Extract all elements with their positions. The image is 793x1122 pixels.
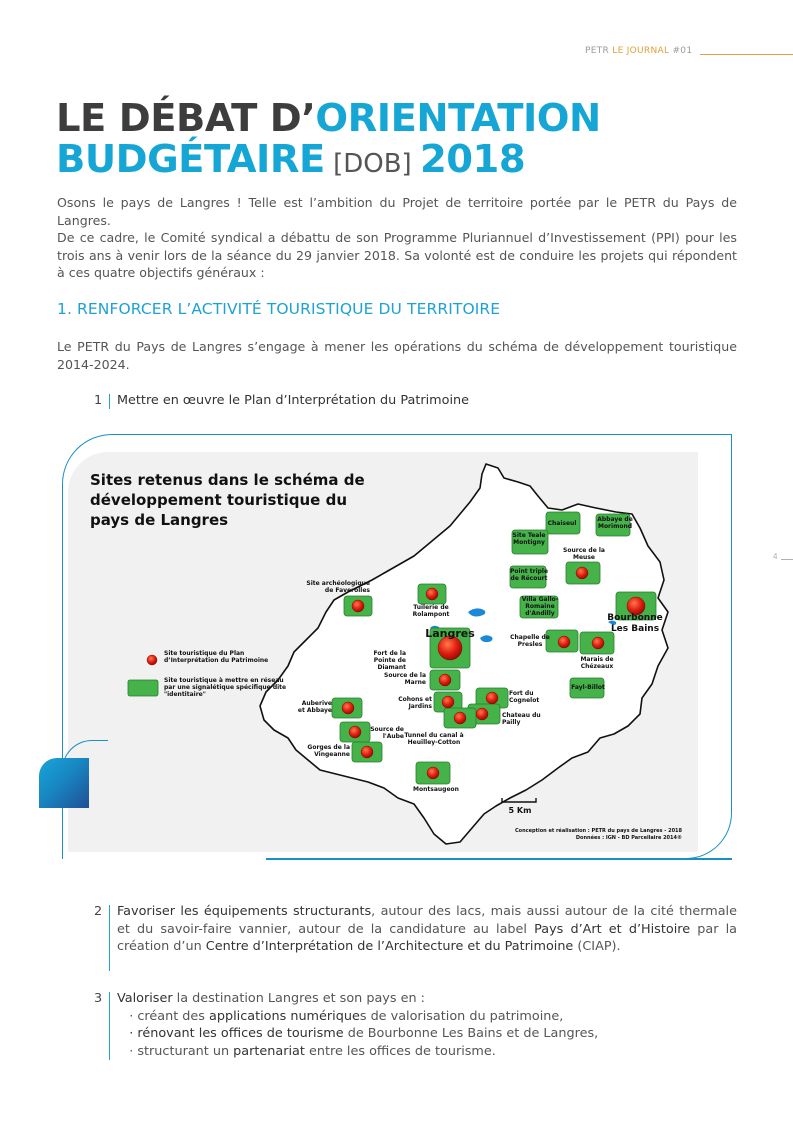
site-dot-presles — [558, 636, 570, 648]
label-montsaugeon: Montsaugeon — [413, 786, 459, 793]
label-auberive: Auberive et Abbaye — [297, 700, 332, 714]
label-morimond: Abbaye de Morimond — [597, 516, 633, 530]
header-rule — [700, 54, 793, 55]
site-dot-cohons — [442, 696, 454, 708]
site-dot-faverolles — [352, 600, 364, 612]
map-credit-2: Données : IGN - BD Parcellaire 2014® — [575, 835, 682, 841]
site-dot-chezeaux — [592, 637, 604, 649]
site-dot-auberive — [342, 702, 354, 714]
legend-box-label: Site touristique à mettre en réseau par une signalétique spécifique dite "identitaire" — [164, 677, 287, 698]
title-line1-dark: LE DÉBAT D’ — [56, 96, 316, 141]
section-title: 1. RENFORCER L’ACTIVITÉ TOURISTIQUE DU TERRITOIRE — [57, 300, 501, 318]
page-number-rule — [781, 559, 793, 560]
label-pailly: Chateau du Pailly — [502, 712, 541, 726]
site-dot-marne — [439, 674, 451, 686]
label-teale: Site Teale Montigny — [512, 532, 546, 546]
label-chaiseul: Chaiseul — [547, 520, 577, 527]
intro-paragraph-2: De ce cadre, le Comité syndical a débattu de son Programme Pluriannuel d’Investissement (PPI) pour les trois ans à venir lors de la séance du 29 janvier 2018. Sa volonté est de conduire les projets qui répondent à ces quatre objectifs généraux : — [57, 230, 737, 280]
site-dot-aube — [349, 726, 361, 738]
intro-paragraph-1: Osons le pays de Langres ! Telle est l’ambition du Projet de territoire portée par le PETR du Pays de Langres. — [57, 195, 737, 228]
label-tunnel: Tunnel du canal à Heuilley-Cotton — [404, 732, 464, 746]
label-diamant: Fort de la Pointe de Diamant — [373, 650, 406, 671]
map-credit-1: Conception et réalisation : PETR du pays de Langres - 2018 — [515, 828, 682, 834]
objective-item-2 — [94, 903, 739, 973]
title-year: 2018 — [419, 137, 526, 182]
item-bar — [109, 992, 110, 1060]
label-andilly: Villa Gallo-Romaine d'Andilly — [521, 596, 559, 617]
map-title: Sites retenus dans le schéma de développement touristique du pays de Langres — [90, 471, 365, 529]
site-dot-vingeanne — [361, 746, 373, 758]
item-text: Mettre en œuvre le Plan d’Interprétation du Patrimoine — [117, 393, 470, 408]
site-dot-tunnel — [454, 712, 466, 724]
legend-box — [128, 680, 158, 696]
label-aube: Source de l'Aube — [370, 726, 404, 740]
item-number: 1 — [94, 393, 103, 408]
label-vingeanne: Gorges de la Vingeanne — [307, 744, 350, 758]
running-header — [585, 46, 692, 56]
label-faverolles: Site archéologique de Faverolles — [306, 580, 370, 594]
item-number: 2 — [94, 904, 103, 919]
label-rolampont: Tuilerie de Rolampont — [412, 604, 450, 618]
item-bar — [109, 394, 110, 409]
header-issue: #01 — [672, 46, 693, 56]
site-dot-rolampont — [426, 588, 438, 600]
page-number: 4 — [773, 552, 778, 561]
label-cohons: Cohons et Jardins — [398, 696, 432, 710]
label-presles: Chapelle de Presles — [510, 634, 550, 648]
page-title — [56, 98, 601, 185]
site-dot-cognelot — [486, 692, 498, 704]
label-bourbonne: Bourbonne Les Bains — [607, 613, 663, 634]
title-line2-blue: BUDGÉTAIRE — [56, 137, 325, 182]
intro-text — [57, 194, 737, 282]
header-journal: LE JOURNAL — [612, 46, 670, 56]
label-meuse: Source de la Meuse — [563, 547, 605, 561]
item-number: 3 — [94, 991, 103, 1006]
section-intro: Le PETR du Pays de Langres s’engage à mener les opérations du schéma de développement touristique 2014-2024. — [57, 339, 737, 372]
title-line1-blue: ORIENTATION — [315, 96, 601, 141]
scale-label: 5 Km — [508, 806, 532, 815]
label-chezeaux: Marais de Chézeaux — [580, 656, 614, 670]
legend-dot-label: Site touristique du Plan d’Interprétation du Patrimoine — [164, 650, 269, 664]
item-bar — [109, 905, 110, 971]
label-langres: Langres — [425, 627, 475, 640]
item-text: Valoriser la destination Langres et son pays en : · créant des applications numériques de valorisation du patrimoine, · rénovant les offices de tourisme de Bourbonne Les Bains et de Langres, · structurant un partenariat entre les offices de tourisme. — [117, 991, 599, 1059]
label-cognelot: Fort du Cognelot — [509, 690, 540, 704]
objective-item-3 — [94, 990, 739, 1062]
label-marne: Source de la Marne — [384, 672, 426, 686]
map-card-bottom-rule — [266, 858, 732, 860]
header-brand: PETR — [585, 46, 610, 56]
site-dot-pailly — [476, 708, 488, 720]
label-recourt: Point triple de Récourt — [509, 568, 549, 582]
title-dob: [DOB] — [324, 149, 420, 179]
site-dot-montsaugeon — [427, 767, 439, 779]
site-dot-meuse — [576, 567, 588, 579]
objective-item-1 — [94, 392, 734, 412]
label-fayl: Fayl-Billot — [571, 684, 605, 691]
legend-dot — [147, 655, 157, 665]
item-text: Favoriser les équipements structurants, autour des lacs, mais aussi autour de la cité thermale et du savoir-faire vannier, autour de la candidature au label Pays d’Art et d’Histoire par la création d’un Centre d’Interprétation de l’Architecture et du Patrimoine (CIAP). — [117, 904, 737, 954]
